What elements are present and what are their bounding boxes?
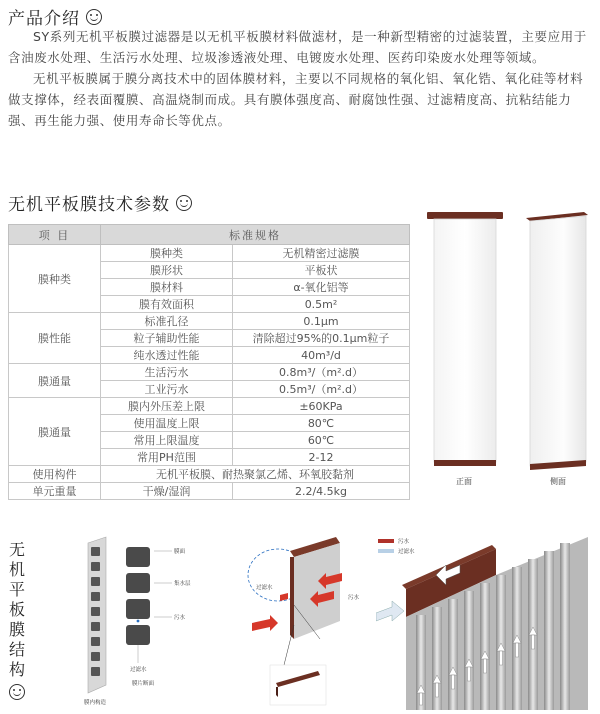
param-cell: 膜材料 — [101, 279, 233, 296]
table-row — [9, 245, 410, 262]
category-cell: 单元重量 — [9, 483, 101, 500]
param-cell: 标准孔径 — [101, 313, 233, 330]
side-panel-caption: 侧面 — [550, 477, 566, 486]
membrane-module-diagram — [376, 535, 594, 710]
table-row — [9, 398, 410, 415]
smiley-icon — [176, 195, 192, 211]
tech-params-title — [8, 190, 192, 215]
value-cell: 40m³/d — [233, 347, 410, 364]
param-cell: 膜种类 — [101, 245, 233, 262]
param-cell: 常用PH范围 — [101, 449, 233, 466]
label-surface: 膜面 — [174, 549, 186, 555]
table-row — [9, 313, 410, 330]
spec-table-header — [9, 225, 410, 245]
table-row — [9, 483, 410, 500]
value-cell: α-氧化铝等 — [233, 279, 410, 296]
param-cell: 粒子辅助性能 — [101, 330, 233, 347]
tech-params-heading: 无机平板膜技术参数 — [8, 195, 170, 215]
param-cell: 干燥/湿润 — [101, 483, 233, 500]
param-cell: 常用上限温度 — [101, 432, 233, 449]
header-spec: 标准规格 — [101, 225, 410, 245]
spec-table — [8, 224, 410, 500]
side-panel-image — [522, 208, 592, 485]
value-cell: 80℃ — [233, 415, 410, 432]
value-cell: 2.2/4.5kg — [233, 483, 410, 500]
label-dirty-2: 污水 — [348, 595, 360, 601]
structure-title-char: 无 — [8, 540, 25, 559]
structure-title-char: 构 — [8, 660, 25, 679]
value-cell: 0.1μm — [233, 313, 410, 330]
category-cell: 膜通量 — [9, 398, 101, 466]
product-intro-heading: 产品介绍 — [8, 9, 80, 29]
value-cell: 无机平板膜、耐热聚氯乙烯、环氧胶黏剂 — [101, 466, 410, 483]
front-panel-caption: 正面 — [456, 477, 472, 486]
param-cell: 生活污水 — [101, 364, 233, 381]
value-cell: 无机精密过滤膜 — [233, 245, 410, 262]
label-support: 集水层 — [174, 581, 191, 587]
param-cell: 膜有效面积 — [101, 296, 233, 313]
value-cell: 0.5m² — [233, 296, 410, 313]
smiley-icon — [86, 9, 102, 25]
value-cell: 平板状 — [233, 262, 410, 279]
structure-title-char: 平 — [8, 580, 25, 599]
membrane-section-diagram — [80, 535, 200, 710]
front-panel-drawing — [424, 210, 506, 475]
param-cell: 膜内外压差上限 — [101, 398, 233, 415]
product-intro-body — [8, 26, 594, 131]
header-item: 项 目 — [9, 225, 101, 245]
value-cell: 0.8m³/（m².d） — [233, 364, 410, 381]
value-cell: 60℃ — [233, 432, 410, 449]
legend-swatch-filtered — [378, 549, 394, 553]
membrane-flow-diagram — [240, 535, 370, 710]
label-inner: 膜内构造 — [84, 700, 107, 706]
param-cell: 工业污水 — [101, 381, 233, 398]
label-filtered: 过滤水 — [130, 667, 147, 673]
table-row — [9, 466, 410, 483]
structure-title-char: 膜 — [8, 620, 25, 639]
value-cell: 清除超过95%的0.1μm粒子 — [233, 330, 410, 347]
param-cell: 膜形状 — [101, 262, 233, 279]
value-cell: 0.5m³/（m².d） — [233, 381, 410, 398]
structure-title-char: 机 — [8, 560, 25, 579]
category-cell: 使用构件 — [9, 466, 101, 483]
value-cell: 2-12 — [233, 449, 410, 466]
intro-paragraph-2: 无机平板膜属于膜分离技术中的固体膜材料，主要以不同规格的氧化铝、氧化锆、氧化硅等材料做支撑体，经表面覆膜、高温烧制而成。具有膜体强度高、耐腐蚀性强、过滤精度高、抗粘结能力强、再生能力强、使用寿命长等优点。 — [8, 71, 584, 128]
legend-swatch-dirty — [378, 539, 394, 543]
flow-drawing — [240, 535, 370, 710]
structure-title-char: 结 — [8, 640, 25, 659]
param-cell: 使用温度上限 — [101, 415, 233, 432]
table-row — [9, 364, 410, 381]
legend — [378, 537, 415, 555]
category-cell: 膜种类 — [9, 245, 101, 313]
structure-title — [6, 540, 28, 705]
smiley-icon — [9, 684, 25, 700]
front-panel-image — [424, 210, 506, 485]
side-panel-drawing — [522, 208, 592, 476]
value-cell: ±60KPa — [233, 398, 410, 415]
label-dirty: 污水 — [174, 615, 186, 621]
label-section: 膜片断面 — [132, 681, 155, 687]
param-cell: 纯水透过性能 — [101, 347, 233, 364]
intro-paragraph-1: SY系列无机平板膜过滤器是以无机平板膜材料做滤材，是一种新型精密的过滤装置，主要应用于含油废水处理、生活污水处理、垃圾渗透液处理、电镀废水处理、医药印染废水处理等领域。 — [8, 29, 587, 65]
legend-filtered: 过滤水 — [398, 549, 415, 555]
category-cell: 膜通量 — [9, 364, 101, 398]
legend-dirty: 污水 — [398, 539, 410, 545]
label-filtered-2: 过滤水 — [256, 585, 273, 591]
structure-title-char: 板 — [8, 600, 25, 619]
category-cell: 膜性能 — [9, 313, 101, 364]
module-drawing — [376, 535, 594, 710]
